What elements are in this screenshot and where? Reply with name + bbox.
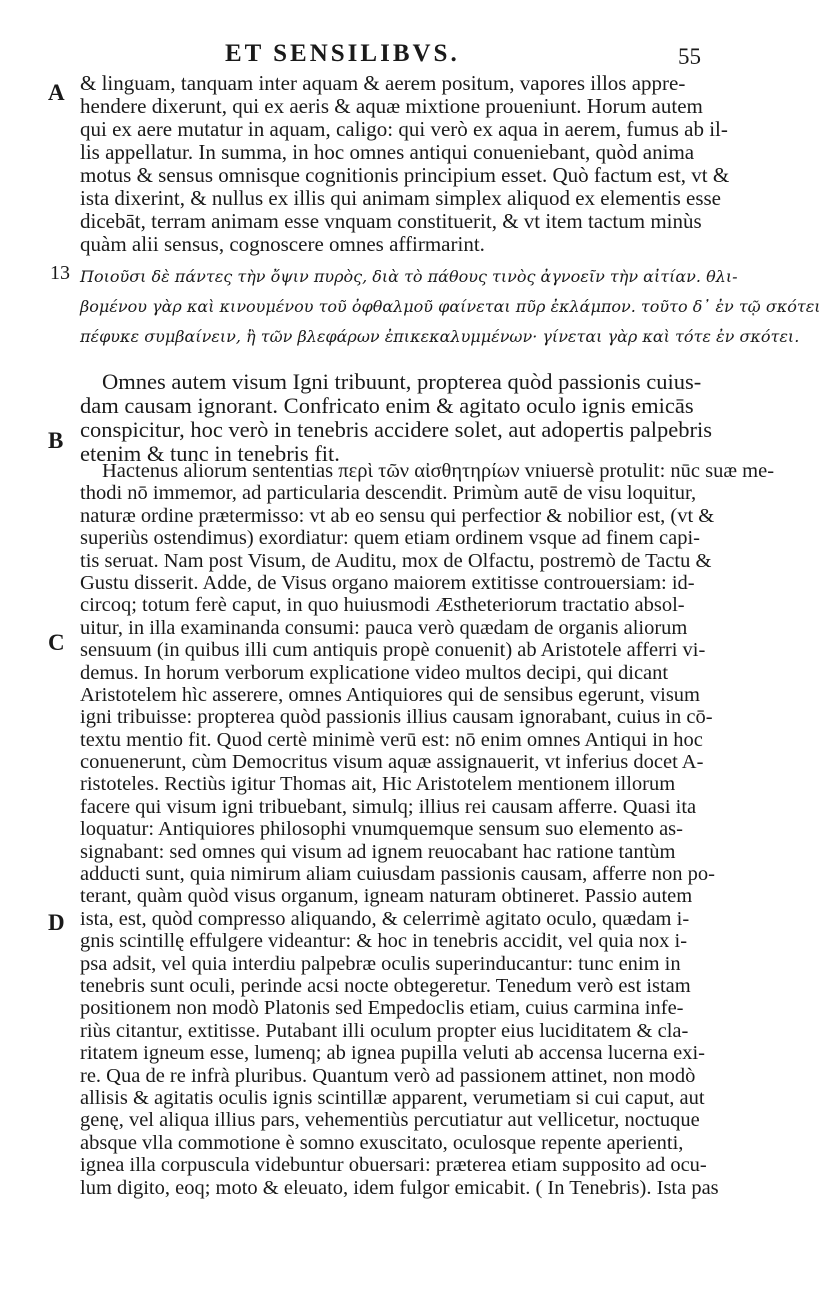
commentary-line: gnis scintillę effulgere videantur: & hoc in tenebris accidit, vel quia nox i- [80, 930, 688, 953]
commentary-line: tis seruat. Nam post Visum, de Auditu, mox de Olfactu, postremò de Tactu & [80, 549, 712, 572]
commentary-line: psa adsit, vel quia interdiu palpebræ oculis superinducantur: tunc enim in [80, 952, 681, 975]
greek-text [80, 262, 821, 352]
commentary-line: re. Qua de re infrà pluribus. Quantum verò ad passionem attinet, non modò [80, 1064, 696, 1087]
translation-line: conspicitur, hoc verò in tenebris accidere solet, aut adopertis palpebris [80, 417, 712, 442]
commentary-line: adducti sunt, quia nimirum aliam cuiusdam passionis causam, afferre non po- [80, 863, 715, 886]
margin-letter-c: C [48, 630, 65, 655]
commentary-line: sensuum (in quibus illi cum antiquis propè conuenit) ab Aristotele afferri vi- [80, 639, 706, 662]
commentary-line: conuenerunt, cùm Democritus visum aquæ assignauerit, vt inferius docet A- [80, 751, 704, 774]
commentary-line: ignea illa corpuscula videbuntur obuersari: præterea etiam supposito ad ocu- [80, 1154, 707, 1177]
commentary-line: positionem non modò Platonis sed Empedoclis etiam, cuius carmina infe- [80, 997, 684, 1020]
commentary-line: facere qui visum igni tribuebant, simulq; illius rei causam afferre. Quasi ita [80, 795, 697, 818]
text-line: dicebāt, terram animam esse vnquam constituerit, & vt item tactum minùs [80, 209, 702, 233]
text-line: qui ex aere mutatur in aquam, caligo: qui verò ex aqua in aerem, fumus ab il- [80, 117, 728, 141]
running-head: ET SENSILIBVS. [225, 40, 460, 67]
commentary-line: terant, quàm quòd visus organum, igneam naturam obtineret. Passio autem [80, 885, 693, 908]
commentary-line: circoq; totum ferè caput, in quo huiusmodi Æstheteriorum tractatio absol- [80, 594, 685, 617]
translation-line: etenim & tunc in tenebris fit. [80, 441, 340, 466]
text-line: hendere dixerunt, qui ex aeris & aquæ mixtione proueniunt. Horum autem [80, 94, 703, 118]
commentary-line: tenebris sunt oculi, perinde acsi nocte obtegeretur. Tenedum verò est istam [80, 974, 691, 997]
greek-line: Ποιοῦσι δὲ πάντες τὴν ὄψιν πυρὸς, διὰ τὸ πάθους τινὸς ἀγνοεῖν τὴν αἰτίαν. θλι- [80, 267, 738, 286]
commentary-line: lum digito, eoq; moto & eleuato, idem fulgor emicabit. ( In Tenebris). Ista pas [80, 1176, 719, 1199]
margin-letter-d: D [48, 910, 65, 935]
translation-line: Omnes autem visum Igni tribuunt, propterea quòd passionis cuius- [102, 369, 702, 394]
commentary [80, 460, 775, 1199]
commentary-line: signabant: sed omnes qui visum ad ignem reuocabant hac ratione tantùm [80, 840, 676, 863]
commentary-line: Aristotelem hìc asserere, omnes Antiquiores qui de sensibus egerunt, visum [80, 683, 701, 706]
greek-line: βομένου γὰρ καὶ κινουμένου τοῦ ὀφθαλμοῦ φαίνεται πῦρ ἐκλάμπον. τοῦτο δ᾽ ἐν τῷ σκότει [80, 297, 821, 316]
commentary-line: thodi nō immemor, ad particularia descendit. Primùm autē de visu loquitur, [80, 482, 697, 505]
commentary-line: naturæ ordine prætermisso: vt ab eo sensu qui perfectior & nobilior est, (vt & [80, 504, 715, 527]
section-number: 13 [50, 262, 70, 284]
commentary-line: allisis & agitatis oculis ignis scintillæ apparent, verumetiam si cui caput, aut [80, 1086, 705, 1109]
commentary-line: genę, vel aliqua illius pars, vehementiùs percutiatur aut vellicetur, noctuque [80, 1109, 700, 1132]
margin-letter-b: B [48, 428, 64, 453]
margin-letter-a: A [48, 80, 65, 105]
text-line: ista dixerint, & nullus ex illis qui animam simplex aliquod ex elementis esse [80, 186, 721, 210]
commentary-line: loquatur: Antiquiores philosophi vnumquemque sensum suo elemento as- [80, 818, 683, 841]
commentary-line: superiùs ostendimus) exordiatur: quem etiam ordinem vsque ad finem capi- [80, 527, 700, 550]
text-line: motus & sensus omnisque cognitionis principium esset. Quò factum est, vt & [80, 163, 730, 187]
commentary-line: absque vlla commotione è somno exuscitato, oculosque repente aperienti, [80, 1131, 684, 1154]
text-line: & linguam, tanquam inter aquam & aerem positum, vapores illos appre- [80, 71, 686, 95]
translation-line: dam causam ignorant. Confricato enim & agitato oculo ignis emicās [80, 393, 694, 418]
commentary-line: uitur, in illa examinanda consumi: pauca verò quædam de organis aliorum [80, 616, 688, 639]
commentary-line: textu mentio fit. Quod certè minimè verū est: nō enim omnes Antiqui in hoc [80, 728, 703, 751]
commentary-line: Hactenus aliorum sententias περὶ τῶν αἰσθητηρίων vniuersè protulit: nūc suæ me- [102, 460, 775, 482]
commentary-line: ristoteles. Rectiùs igitur Thomas ait, Hic Aristotelem mentionem illorum [80, 773, 676, 796]
commentary-line: ritatem igneum esse, lumenq; ab ignea pupilla veluti ab accensa lucerna exi- [80, 1042, 706, 1065]
greek-line: πέφυκε συμβαίνειν, ἢ τῶν βλεφάρων ἐπικεκαλυμμένων· γίνεται γὰρ καὶ τότε ἐν σκότει. [80, 327, 800, 346]
latin-translation [80, 369, 712, 466]
commentary-line: ista, est, quòd compresso aliquando, & celerrimè agitato oculo, quædam i- [80, 907, 690, 930]
commentary-line: Gustu disserit. Adde, de Visus organo maiorem extitisse controuersiam: id- [80, 571, 695, 594]
text-line: quàm alii sensus, cognoscere omnes affirmarint. [80, 232, 485, 256]
page-number: 55 [678, 44, 701, 69]
commentary-line: demus. In horum verborum explicatione video multos decipi, qui dicant [80, 661, 669, 684]
commentary-line: igni tribuisse: propterea quòd passionis illius causam ignorabant, cuius in cō- [80, 706, 713, 729]
text-passage-a [80, 71, 730, 256]
text-line: lis appellatur. In summa, in hoc omnes antiqui conueniebant, quòd anima [80, 140, 695, 164]
commentary-line: riùs citantur, extitisse. Putabant illi oculum propter eius luciditatem & cla- [80, 1019, 689, 1042]
